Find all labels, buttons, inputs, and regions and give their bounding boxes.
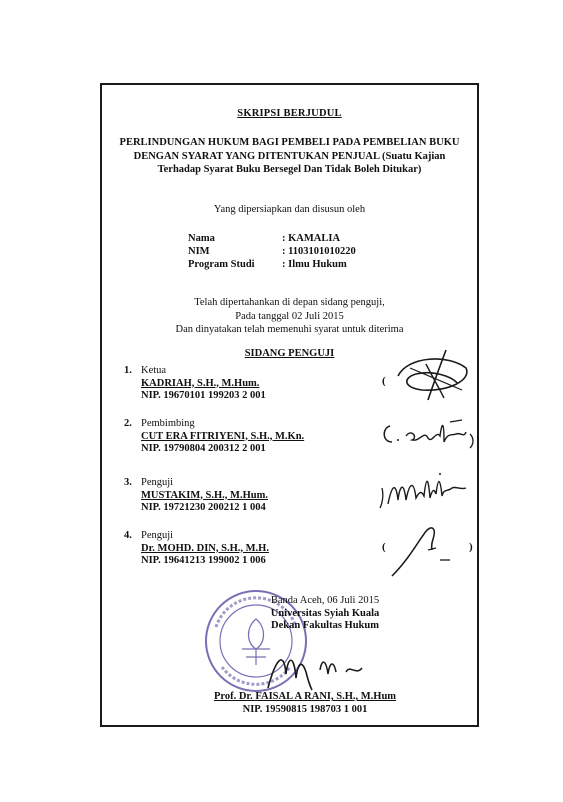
prepared-by: Yang dipersiapkan dan disusun oleh [213,204,366,215]
member-role: Penguji [141,530,174,541]
member-nip: NIP. 19721230 200212 1 004 [141,502,266,513]
signature-paren-close: ) [469,541,473,553]
member-role: Ketua [141,365,167,376]
member-number: 4. [124,530,132,541]
member-name: KADRIAH, S.H., M.Hum. [141,377,260,389]
member-nip: NIP. 19641213 199002 1 006 [141,555,266,566]
student-program-row [188,259,347,270]
signature-paren-open: ( [382,541,386,553]
thesis-title-line: PERLINDUNGAN HUKUM BAGI PEMBELI PADA PEMBELIAN BUKU [119,137,460,148]
student-nim-value: : 1103101010220 [282,246,356,257]
defense-line: Pada tanggal 02 Juli 2015 [235,310,344,322]
member-number: 2. [124,418,132,429]
committee-member-2 [124,418,304,456]
committee-heading: SIDANG PENGUJI [244,348,335,359]
committee-member-4 [124,530,269,568]
place-date: Banda Aceh, 06 Juli 2015 [270,595,380,606]
thesis-title-line: DENGAN SYARAT YANG DITENTUKAN PENJUAL (Suatu Kajian [133,150,446,162]
signature-penguji-1 [376,470,476,512]
student-name-value: : KAMALIA [282,233,341,244]
signature-ketua [388,346,476,404]
student-nim-label: NIM [188,246,210,257]
dean-name: Prof. Dr. FAISAL A RANI, S.H., M.Hum [213,691,397,702]
member-name: Dr. MOHD. DIN, S.H., M.H. [141,542,269,554]
dean-block [190,691,420,716]
member-name: CUT ERA FITRIYENI, S.H., M.Kn. [141,430,305,442]
member-number: 1. [124,365,132,376]
member-nip: NIP. 19790804 200312 2 001 [141,443,266,454]
signature-paren-open: ( [382,375,386,387]
student-nim-row [188,246,356,257]
committee-member-3 [124,477,268,515]
defense-line: Telah dipertahankan di depan sidang penguji, [194,297,385,308]
member-role: Pembimbing [141,418,195,429]
student-program-value: : Ilmu Hukum [282,259,347,270]
member-name: MUSTAKIM, S.H., M.Hum. [141,489,268,501]
student-program-label: Program Studi [188,259,255,270]
student-name-label: Nama [188,233,215,244]
thesis-title-line: Terhadap Syarat Buku Bersegel Dan Tidak Boleh Ditukar) [157,164,422,175]
defense-statement [100,296,479,337]
member-number: 3. [124,477,132,488]
member-nip: NIP. 19670101 199203 2 001 [141,390,266,401]
student-name-row [188,233,340,244]
signature-penguji-2 [388,520,468,580]
thesis-title [104,136,475,177]
document-heading: SKRIPSI BERJUDUL [237,108,342,119]
member-role: Penguji [141,477,174,488]
defense-line: Dan dinyatakan telah memenuhi syarat untuk diterima [175,324,404,335]
signature-pembimbing [378,412,478,452]
signature-dean [250,640,390,698]
dean-nip: NIP. 19590815 198703 1 001 [242,703,368,715]
university-name: Universitas Syiah Kuala [270,607,380,619]
committee-member-1 [124,365,266,403]
closing-block [230,595,420,633]
dean-position: Dekan Fakultas Hukum [271,620,379,631]
